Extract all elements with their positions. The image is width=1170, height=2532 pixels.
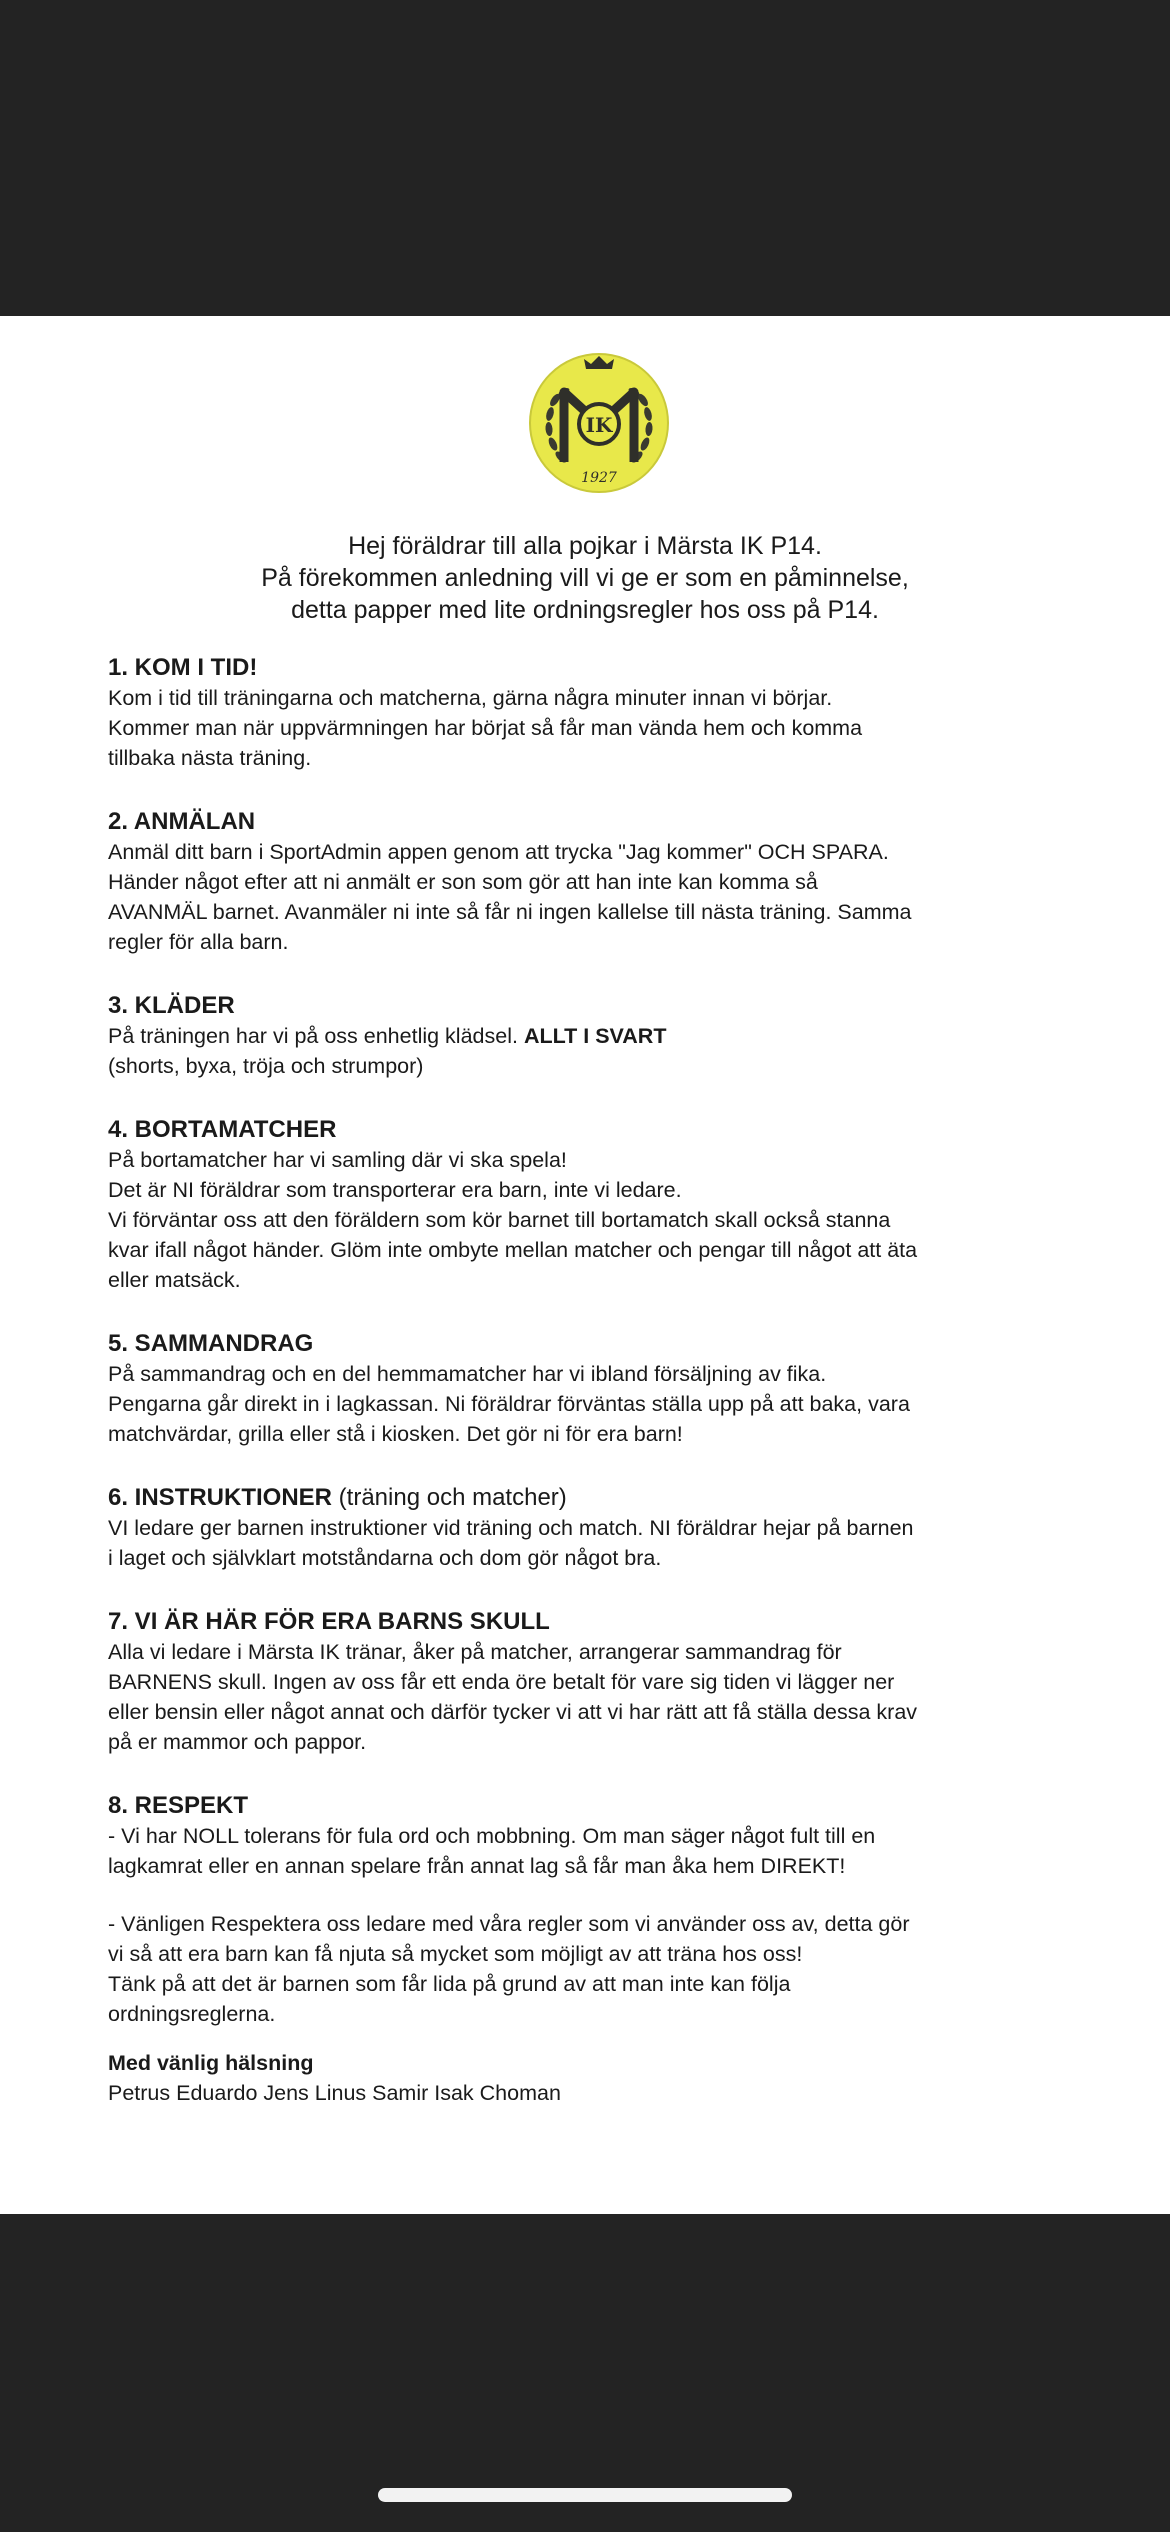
rule-section-barns-skull	[108, 1606, 1088, 1757]
bottom-dark-bar	[0, 2214, 1170, 2532]
rule-section-respekt	[108, 1790, 1088, 2029]
rules-list	[108, 652, 1088, 2062]
section-text-line: Tänk på att det är barnen som får lida på grund av att man inte kan följa	[108, 1972, 791, 1996]
section-text-line: på er mammor och pappor.	[108, 1730, 367, 1754]
document-page	[0, 316, 1170, 2214]
intro-line: detta papper med lite ordningsregler hos oss på P14.	[291, 596, 879, 624]
section-heading: 7. VI ÄR HÄR FÖR ERA BARNS SKULL	[108, 1608, 550, 1635]
section-text-line	[108, 1021, 1088, 1051]
section-emphasis: ALLT I SVART	[523, 1024, 667, 1048]
section-heading: 3. KLÄDER	[108, 992, 235, 1019]
section-heading: 8. RESPEKT	[108, 1792, 249, 1819]
section-text-line: matchvärdar, grilla eller stå i kiosken. Det gör ni för era barn!	[108, 1422, 683, 1446]
rule-section-bortamatcher	[108, 1114, 1088, 1295]
section-text-line: (shorts, byxa, tröja och strumpor)	[108, 1054, 424, 1078]
section-heading: 1. KOM I TID!	[108, 654, 258, 681]
logo-year: 1927	[581, 470, 617, 486]
section-text-line: lagkamrat eller en annan spelare från annat lag så får man åka hem DIREKT!	[108, 1854, 846, 1878]
intro-line: Hej föräldrar till alla pojkar i Märsta IK P14.	[348, 532, 822, 560]
signoff	[108, 2048, 1088, 2108]
section-text-line: På sammandrag och en del hemmamatcher har vi ibland försäljning av fika.	[108, 1362, 827, 1386]
section-heading	[108, 1482, 1088, 1513]
section-text-line: Det är NI föräldrar som transporterar era barn, inte vi ledare.	[108, 1178, 682, 1202]
section-text-line: Pengarna går direkt in i lagkassan. Ni föräldrar förväntas ställa upp på att baka, vara	[108, 1392, 910, 1416]
rule-section-klader	[108, 990, 1088, 1081]
leader-names: Petrus Eduardo Jens Linus Samir Isak Choman	[108, 2081, 561, 2105]
section-heading-text: 6. INSTRUKTIONER	[108, 1484, 333, 1511]
rule-section-instruktioner	[108, 1482, 1088, 1573]
section-text-line: Kom i tid till träningarna och matcherna, gärna några minuter innan vi börjar.	[108, 686, 833, 710]
section-text-line: BARNENS skull. Ingen av oss får ett enda öre betalt för vare sig tiden vi lägger ner	[108, 1670, 895, 1694]
section-text-line: VI ledare ger barnen instruktioner vid träning och match. NI föräldrar hejar på barnen	[108, 1516, 914, 1540]
top-dark-bar	[0, 0, 1170, 316]
section-text-line: Anmäl ditt barn i SportAdmin appen genom att trycka "Jag kommer" OCH SPARA.	[108, 840, 889, 864]
section-text-line: Händer något efter att ni anmält er son som gör att han inte kan komma så	[108, 870, 818, 894]
section-text-line: - Vänligen Respektera oss ledare med våra regler som vi använder oss av, detta gör	[108, 1912, 910, 1936]
section-text-line: i laget och självklart motståndarna och dom gör något bra.	[108, 1546, 662, 1570]
rule-section-kom-i-tid	[108, 652, 1088, 773]
section-text-line: tillbaka nästa träning.	[108, 746, 312, 770]
paragraph-gap	[108, 1881, 1088, 1909]
section-text-line: AVANMÄL barnet. Avanmäler ni inte så får ni ingen kallelse till nästa träning. Samma	[108, 900, 912, 924]
intro-greeting	[0, 530, 1170, 626]
section-text-line: ordningsreglerna.	[108, 2002, 276, 2026]
section-text-line: kvar ifall något händer. Glöm inte ombyte mellan matcher och pengar till något att äta	[108, 1238, 918, 1262]
section-text-span: På träningen har vi på oss enhetlig klädsel.	[108, 1024, 524, 1048]
section-text-line: eller matsäck.	[108, 1268, 241, 1292]
rule-section-sammandrag	[108, 1328, 1088, 1449]
closing-phrase: Med vänlig hälsning	[108, 2051, 314, 2075]
section-heading: 5. SAMMANDRAG	[108, 1330, 314, 1357]
section-heading: 2. ANMÄLAN	[108, 808, 256, 835]
section-text-line: regler för alla barn.	[108, 930, 289, 954]
section-text-line: eller bensin eller något annat och därför tycker vi att vi har rätt att få ställa dessa krav	[108, 1700, 918, 1724]
intro-line: På förekommen anledning vill vi ge er som en påminnelse,	[261, 564, 909, 592]
section-text-line: På bortamatcher har vi samling där vi ska spela!	[108, 1148, 567, 1172]
section-text-line: Kommer man när uppvärmningen har börjat så får man vända hem och komma	[108, 716, 863, 740]
logo-monogram: IK	[585, 413, 613, 437]
section-text-line: - Vi har NOLL tolerans för fula ord och mobbning. Om man säger något fult till en	[108, 1824, 876, 1848]
section-heading-suffix: (träning och matcher)	[332, 1484, 567, 1511]
section-text-line: Vi förväntar oss att den föräldern som kör barnet till bortamatch skall också stanna	[108, 1208, 891, 1232]
section-text-line: vi så att era barn kan få njuta så mycket som möjligt av att träna hos oss!	[108, 1942, 803, 1966]
rule-section-anmalan	[108, 806, 1088, 957]
section-text-line: Alla vi ledare i Märsta IK tränar, åker på matcher, arrangerar sammandrag för	[108, 1640, 842, 1664]
club-logo-icon	[528, 352, 670, 494]
section-heading: 4. BORTAMATCHER	[108, 1116, 337, 1143]
home-indicator[interactable]	[378, 2488, 792, 2502]
